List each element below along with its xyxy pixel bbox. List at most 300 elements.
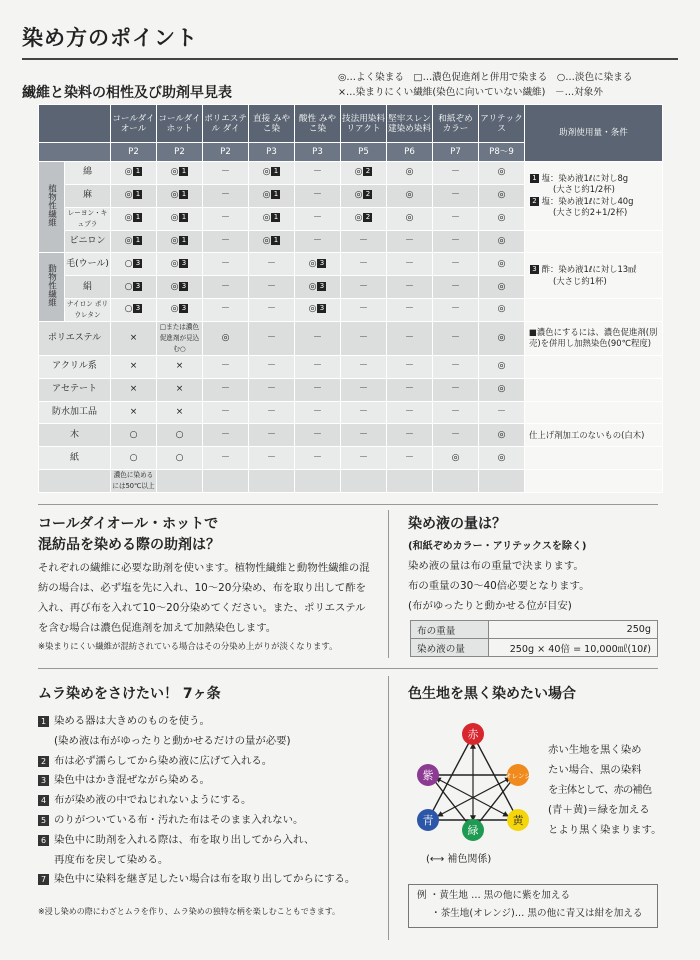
compat-cell: [295, 321, 341, 355]
fiber-name: 紙: [39, 447, 111, 470]
compat-cell: [433, 401, 479, 424]
compat-symbol: ○: [124, 281, 133, 292]
dye-header: ポリエステル ダイ: [203, 105, 249, 143]
compat-cell: [387, 276, 433, 299]
table-row: [39, 298, 663, 321]
table-row: [39, 355, 663, 378]
compat-cell: [111, 469, 157, 492]
badge-icon: 1: [271, 190, 280, 199]
quantity-body: [408, 556, 668, 616]
group-text: 植物性繊維: [46, 184, 57, 227]
compat-symbol: －: [404, 429, 414, 440]
tip-number: 5: [38, 815, 49, 826]
legend-line-1: ◎…よく染まる □…濃色促進剤と併用で染まる ○…淡色に染まる: [338, 72, 633, 83]
compat-cell: [433, 355, 479, 378]
compat-cell: [157, 321, 203, 355]
compat-cell: [295, 184, 341, 207]
compat-symbol: ◎: [170, 213, 179, 224]
compat-cell: [111, 378, 157, 401]
badge-icon: 3: [179, 282, 188, 291]
compat-symbol: ◎: [497, 452, 506, 463]
badge-icon: 1: [271, 213, 280, 222]
black-line: (青＋黄)＝緑を加える: [548, 804, 650, 816]
badge-icon: 2: [363, 213, 372, 222]
auxiliary-header: 助剤使用量・条件: [525, 105, 663, 162]
compat-symbol: ○: [124, 304, 133, 315]
compat-symbol: ◎: [497, 332, 506, 343]
table-row: [39, 401, 663, 424]
page-ref: P3: [295, 143, 341, 162]
vertical-divider: [388, 510, 389, 658]
page-ref: P6: [387, 143, 433, 162]
compat-cell: [387, 253, 433, 276]
tip-item: [38, 752, 355, 772]
compat-cell: [249, 230, 295, 253]
dye-header: 堅牢スレン 建染め染料: [387, 105, 433, 143]
compat-cell: [341, 276, 387, 299]
compat-symbol: ◎: [170, 190, 179, 201]
compat-symbol: ◎: [262, 235, 271, 246]
compat-cell: [479, 230, 525, 253]
compat-cell: [433, 253, 479, 276]
compat-symbol: －: [358, 304, 368, 315]
compat-cell: [249, 355, 295, 378]
table-row: [411, 621, 658, 639]
liquid-amount-label: 染め液の量: [411, 639, 489, 657]
compat-cell: [157, 401, 203, 424]
compat-symbol: －: [312, 332, 322, 343]
color-label: 青: [422, 814, 434, 827]
compat-cell: [387, 162, 433, 185]
compat-symbol: －: [450, 167, 460, 178]
badge-icon: 3: [530, 265, 539, 274]
compat-symbol: □または濃色促進剤が見込む○: [159, 322, 200, 353]
compat-cell: [203, 207, 249, 230]
quantity-table: [410, 620, 658, 657]
tips-list: [38, 712, 355, 890]
compat-cell: [157, 230, 203, 253]
compat-symbol: ×: [129, 361, 138, 372]
badge-icon: 1: [133, 190, 142, 199]
compat-cell: [433, 276, 479, 299]
tip-text-cont: (染め液は布がゆったりと動かせるだけの量が必要): [54, 734, 291, 747]
compat-symbol: －: [496, 406, 506, 417]
compat-symbol: ◎: [354, 167, 363, 178]
fiber-name: 木: [39, 424, 111, 447]
fiber-name: 防水加工品: [39, 401, 111, 424]
badge-icon: 1: [179, 213, 188, 222]
compat-cell: [111, 253, 157, 276]
cloth-weight-value: 250g: [489, 621, 658, 639]
compat-symbol: －: [220, 384, 230, 395]
compat-symbol: －: [404, 452, 414, 463]
page-ref: P2: [157, 143, 203, 162]
tip-text: 染色中に染料を継ぎ足したい場合は布を取り出してからにする。: [54, 873, 356, 886]
compat-cell: [479, 276, 525, 299]
compat-cell: [341, 378, 387, 401]
quantity-line: (布がゆったりと動かせる位が目安): [408, 600, 572, 612]
compat-symbol: ○: [129, 429, 138, 440]
compat-symbol: －: [358, 235, 368, 246]
compat-symbol: －: [266, 304, 276, 315]
compat-symbol: ×: [175, 406, 184, 417]
compat-cell: [249, 184, 295, 207]
compat-cell: [433, 424, 479, 447]
compat-symbol: ◎: [497, 190, 506, 201]
compat-symbol: ◎: [354, 190, 363, 201]
compat-symbol: －: [312, 406, 322, 417]
fiber-name: レーヨン・キュプラ: [65, 207, 111, 230]
compat-cell: [111, 298, 157, 321]
compat-symbol: ×: [129, 384, 138, 395]
black-heading: 色生地を黒く染めたい場合: [408, 686, 576, 702]
color-label: 紫: [422, 769, 434, 782]
group-text: 動物性繊維: [46, 264, 57, 307]
tip-number: 4: [38, 795, 49, 806]
page-ref: P7: [433, 143, 479, 162]
compat-cell: [249, 469, 295, 492]
compat-cell: [157, 355, 203, 378]
compat-cell: [111, 424, 157, 447]
compat-cell: [433, 184, 479, 207]
group-label-plant: [39, 162, 65, 253]
dye-header: 技法用染料 リアクト: [341, 105, 387, 143]
note-text: 塩：染め液1ℓに対し8g: [541, 172, 629, 183]
fiber-name: アセテート: [39, 378, 111, 401]
compat-cell: [479, 355, 525, 378]
legend-line-2: ×…染まりにくい繊維(染色に向いていない繊維) －…対象外: [338, 87, 603, 98]
compat-cell: [249, 424, 295, 447]
compat-symbol: －: [450, 235, 460, 246]
compat-symbol: ◎: [497, 429, 506, 440]
compat-symbol: －: [404, 258, 414, 269]
compat-symbol: ◎: [170, 281, 179, 292]
mix-heading-line1: コールダイオール・ホットで: [38, 516, 219, 532]
note-empty: [525, 230, 663, 253]
badge-icon: 1: [271, 236, 280, 245]
complement-legend: (⟷ 補色関係): [426, 854, 492, 865]
tip-item: [38, 712, 355, 752]
cloth-weight-label: 布の重量: [411, 621, 489, 639]
compat-symbol: ◎: [262, 167, 271, 178]
compat-cell: [203, 321, 249, 355]
compat-symbol: －: [358, 429, 368, 440]
compat-symbol: －: [450, 281, 460, 292]
compat-symbol: ◎: [405, 213, 414, 224]
compat-symbol: ◎: [497, 167, 506, 178]
table-row: [411, 639, 658, 657]
compat-symbol: －: [358, 258, 368, 269]
compat-symbol: ×: [129, 406, 138, 417]
table-row: [39, 447, 663, 470]
table-row: [39, 230, 663, 253]
compat-symbol: －: [312, 235, 322, 246]
liquid-amount-value: 250g × 40倍 = 10,000㎖(10ℓ): [489, 639, 658, 657]
page-title: 染め方のポイント: [22, 26, 198, 50]
compat-symbol: －: [312, 452, 322, 463]
compat-symbol: ◎: [354, 213, 363, 224]
badge-icon: 1: [133, 213, 142, 222]
compat-cell: [249, 321, 295, 355]
badge-icon: 3: [179, 259, 188, 268]
compat-symbol: －: [220, 258, 230, 269]
tip-number: 2: [38, 756, 49, 767]
compat-symbol: －: [220, 167, 230, 178]
table-row: [39, 378, 663, 401]
corner-cell: [39, 143, 111, 162]
page-ref: P2: [111, 143, 157, 162]
compat-cell: [249, 162, 295, 185]
note-empty: [525, 469, 663, 492]
compat-cell: [433, 230, 479, 253]
note-polyester: ■濃色にするには、濃色促進剤(別売)を併用し加熱染色(90℃程度): [525, 321, 663, 355]
compat-cell: [111, 207, 157, 230]
compat-symbol: －: [312, 190, 322, 201]
compat-cell: [111, 162, 157, 185]
badge-icon: 2: [530, 197, 539, 206]
compat-symbol: ○: [175, 429, 184, 440]
fiber-name: ビニロン: [65, 230, 111, 253]
compat-cell: [387, 184, 433, 207]
compat-cell: [157, 378, 203, 401]
compat-cell: [111, 355, 157, 378]
compat-cell: [341, 447, 387, 470]
compat-symbol: －: [220, 406, 230, 417]
compat-symbol: －: [450, 190, 460, 201]
compat-cell: [479, 184, 525, 207]
compat-cell: [341, 207, 387, 230]
compat-symbol: ◎: [497, 304, 506, 315]
note-text: 塩：染め液1ℓに対し40g: [541, 195, 634, 206]
fiber-name: 絹: [65, 276, 111, 299]
compat-symbol: －: [220, 213, 230, 224]
compat-symbol: －: [450, 361, 460, 372]
compat-symbol: ◎: [170, 258, 179, 269]
section-divider: [38, 668, 658, 669]
mix-heading: [38, 514, 220, 556]
color-label: 緑: [467, 824, 479, 837]
compat-symbol: ◎: [170, 167, 179, 178]
compat-cell: [433, 162, 479, 185]
color-label: 黄: [512, 814, 524, 827]
compat-symbol: －: [358, 281, 368, 292]
compat-cell: [111, 230, 157, 253]
compat-cell: [295, 207, 341, 230]
compat-cell: [157, 162, 203, 185]
compat-cell: [479, 253, 525, 276]
compat-symbol: ◎: [497, 235, 506, 246]
fiber-name: [39, 469, 111, 492]
compat-cell: [295, 424, 341, 447]
compat-symbol: ◎: [308, 258, 317, 269]
compat-cell: [111, 321, 157, 355]
compat-cell: [203, 230, 249, 253]
compat-symbol: －: [404, 281, 414, 292]
compat-cell: [341, 230, 387, 253]
compat-cell: [479, 469, 525, 492]
compat-cell: [433, 298, 479, 321]
dye-header: 和紙ぞめ カラー: [433, 105, 479, 143]
page-ref: P3: [249, 143, 295, 162]
badge-icon: 1: [179, 236, 188, 245]
compat-symbol: －: [404, 332, 414, 343]
compat-cell: [295, 355, 341, 378]
quantity-line: 染め液の量は布の重量で決まります。: [408, 560, 584, 572]
note-text: (大さじ約2+1/2杯): [553, 207, 628, 218]
compat-symbol: ◎: [308, 304, 317, 315]
compat-symbol: －: [266, 384, 276, 395]
compat-symbol: －: [220, 281, 230, 292]
note-text: (大さじ約1杯): [553, 275, 607, 286]
badge-icon: 1: [530, 174, 539, 183]
compat-symbol: ◎: [262, 190, 271, 201]
compat-cell: [203, 184, 249, 207]
compat-cell: [249, 298, 295, 321]
compat-cell: [249, 207, 295, 230]
compat-symbol: －: [404, 361, 414, 372]
badge-icon: 3: [133, 259, 142, 268]
compat-cell: [249, 276, 295, 299]
compat-symbol: －: [220, 190, 230, 201]
compat-symbol: －: [312, 167, 322, 178]
section-divider: [38, 504, 658, 505]
compat-cell: [479, 378, 525, 401]
compat-symbol: －: [450, 213, 460, 224]
black-line: を主体として、赤の補色: [548, 784, 652, 796]
compat-cell: [157, 276, 203, 299]
compat-cell: [479, 447, 525, 470]
compat-cell: [249, 447, 295, 470]
compat-symbol: ◎: [124, 235, 133, 246]
compat-symbol: －: [450, 384, 460, 395]
compat-symbol: ○: [124, 258, 133, 269]
quantity-heading: 染め液の量は？: [408, 516, 506, 532]
table-row: [39, 321, 663, 355]
compat-cell: [157, 207, 203, 230]
compat-symbol: －: [266, 452, 276, 463]
badge-icon: 3: [133, 282, 142, 291]
fiber-name: 毛(ウール): [65, 253, 111, 276]
note-vinegar: [525, 253, 663, 299]
compat-cell: [295, 469, 341, 492]
note-empty: [525, 378, 663, 401]
compat-symbol: －: [450, 258, 460, 269]
compat-symbol: ○: [129, 452, 138, 463]
compat-cell: [479, 162, 525, 185]
tip-item: [38, 771, 355, 791]
mix-body: それぞれの繊維に必要な助剤を使います。植物性繊維と動物性繊維の混紡の場合は、必ず塩を先に入れ、10～20分染め、布を取り出して酢を入れ、再び布を入れて10～20分染めてください。また、ポリエステルを含む場合は濃色促進剤を加えて加熱染色します。: [38, 562, 370, 634]
compat-symbol: ×: [175, 384, 184, 395]
compat-cell: [479, 298, 525, 321]
compat-symbol: －: [358, 361, 368, 372]
black-line: とより黒く染まります。: [548, 824, 662, 836]
compat-cell: [157, 184, 203, 207]
compat-cell: [249, 253, 295, 276]
compat-cell: [479, 401, 525, 424]
compat-cell: [341, 401, 387, 424]
tip-text: 染色中はかき混ぜながら染める。: [54, 774, 210, 787]
color-label: オレンジ: [505, 772, 531, 780]
compat-symbol: －: [312, 429, 322, 440]
fiber-name: ポリエステル: [39, 321, 111, 355]
badge-icon: 1: [271, 167, 280, 176]
compat-symbol: ◎: [170, 304, 179, 315]
compat-symbol: －: [404, 406, 414, 417]
compat-cell: [203, 162, 249, 185]
compat-symbol: －: [312, 213, 322, 224]
compat-symbol: ◎: [497, 213, 506, 224]
compat-symbol: －: [220, 361, 230, 372]
badge-icon: 1: [179, 167, 188, 176]
compat-symbol: －: [358, 332, 368, 343]
example-box: [408, 884, 658, 928]
compat-symbol: ◎: [262, 213, 271, 224]
compat-cell: [295, 401, 341, 424]
compat-cell: [387, 424, 433, 447]
even-note: ※浸し染めの際にわざとムラを作り、ムラ染めの独特な柄を楽しむこともできます。: [38, 907, 341, 916]
compat-symbol: ◎: [497, 384, 506, 395]
dye-header: コールダイ オール: [111, 105, 157, 143]
compat-symbol: －: [220, 452, 230, 463]
compat-cell: [295, 253, 341, 276]
badge-icon: 3: [317, 259, 326, 268]
compat-cell: [387, 469, 433, 492]
compat-symbol: －: [450, 304, 460, 315]
badge-icon: 1: [133, 167, 142, 176]
fiber-name: ナイロン ポリウレタン: [65, 298, 111, 321]
badge-icon: 2: [363, 190, 372, 199]
compat-symbol: －: [312, 361, 322, 372]
table-row: [39, 162, 663, 185]
compat-symbol: －: [266, 406, 276, 417]
compat-cell: [387, 378, 433, 401]
page-ref: P2: [203, 143, 249, 162]
compat-subtitle: 繊維と染料の相性及び助剤早見表: [22, 85, 232, 101]
symbol-legend: [338, 70, 632, 100]
group-label-animal: [39, 253, 65, 322]
compat-cell: [203, 401, 249, 424]
compat-cell: [203, 378, 249, 401]
compat-cell: [249, 401, 295, 424]
compat-symbol: －: [404, 235, 414, 246]
compat-symbol: －: [450, 429, 460, 440]
tip-text: 布は必ず濡らしてから染め液に広げて入れる。: [54, 754, 273, 767]
compat-symbol: －: [266, 258, 276, 269]
tip-number: 6: [38, 835, 49, 846]
note-empty: [525, 401, 663, 424]
badge-icon: 2: [363, 167, 372, 176]
compat-cell: [295, 276, 341, 299]
black-body: [548, 740, 668, 840]
compat-cell: [341, 355, 387, 378]
page-ref: P5: [341, 143, 387, 162]
compat-cell: [341, 321, 387, 355]
compat-symbol: ×: [175, 361, 184, 372]
compat-symbol: －: [450, 332, 460, 343]
compat-symbol: －: [358, 384, 368, 395]
compat-symbol: ◎: [405, 167, 414, 178]
badge-icon: 3: [133, 304, 142, 313]
table-row: [39, 469, 663, 492]
compat-cell: [111, 401, 157, 424]
compat-symbol: －: [358, 406, 368, 417]
badge-icon: 1: [133, 236, 142, 245]
fiber-name: 綿: [65, 162, 111, 185]
compat-cell: [341, 298, 387, 321]
compat-cell: [341, 184, 387, 207]
tip-text: 布が染め液の中でねじれないようにする。: [54, 794, 252, 807]
compat-cell: [157, 447, 203, 470]
